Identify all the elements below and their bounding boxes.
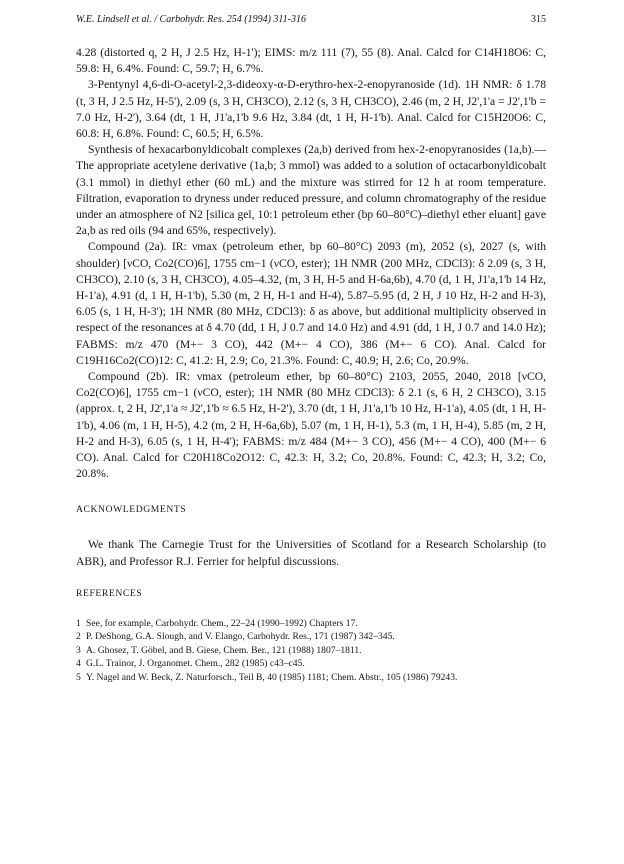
reference-item	[76, 671, 546, 684]
page-number: 315	[531, 14, 546, 25]
paragraph-synthesis-2ab: Synthesis of hexacarbonyldicobalt complexes (2a,b) derived from hex-2-enopyranosides (1a,b).—The appropriate acetylene derivative (1a,b; 3 mmol) was added to a solution of octacarbonyldicobalt (3.1 mmol) in diethyl ether (60 mL) and the mixture was stirred for 12 h at room temperature. Filtration, evaporation to dryness under reduced pressure, and column chromatography of the residue under an atmosphere of N2 [silica gel, 10:1 petroleum ether (bp 60–80°C)–diethyl ether eluant] gave 2a,b as red oils (94 and 65%, respectively).	[76, 143, 546, 238]
reference-text: G.L. Trainor, J. Organomet. Chem., 282 (1985) c43–c45.	[86, 658, 305, 670]
paragraph-compound-2a: Compound (2a). IR: νmax (petroleum ether, bp 60–80°C) 2093 (m), 2052 (s), 2027 (s, with shoulder) [νCO, Co2(CO)6], 1755 cm−1 (νCO, ester); 1H NMR (200 MHz, CDCl3): δ 2.09 (s, 3 H, CH3CO), 2.10 (s, 3 H, CH3CO), 4.05–4.32, (m, 3 H, H-5 and H-6a,6b), 4.70 (d, 1 H, J1'a,1'b 14 Hz, H-1'a), 4.91 (d, 1 H, H-1'b), 5.30 (m, 2 H, H-1 and H-4), 5.87–5.95 (d, 2 H, J 10 Hz, H-2 and H-3), 6.05 (s, 1 H, H-3'); 1H NMR (80 MHz, CDCl3): δ as above, but additional multiplicity observed in respect of the resonances at δ 4.70 (dd, 1 H, J 0.7 and 14.0 Hz) and 4.91 (dd, 1 H, J 0.7 and 14.0 Hz); FABMS: m/z 470 (M+− 3 CO), 442 (M+− 4 CO), 386 (M+− 6 CO). Anal. Calcd for C19H16Co2(CO)12: C, 41.2: H, 2.9; Co, 21.3%. Found: C, 40.9; H, 2.6; Co, 20.9%.	[76, 240, 546, 367]
running-title: W.E. Lindsell et al. / Carbohydr. Res. 254 (1994) 311-316	[76, 14, 306, 25]
reference-item	[76, 657, 546, 670]
reference-number: 1	[76, 617, 81, 629]
reference-number: 2	[76, 631, 81, 643]
paragraph-compound-1d: 3-Pentynyl 4,6-di-O-acetyl-2,3-dideoxy-α-D-erythro-hex-2-enopyranoside (1d). 1H NMR: δ 1.78 (t, 3 H, J 2.5 Hz, H-5'), 2.09 (s, 3 H, CH3CO), 2.12 (s, 3 H, CH3CO), 2.46 (m, 2 H, J2',1'a = J2',1'b = 7.0 Hz, H-2'), 3.64 (dt, 1 H, J1'a,1'b 9.6 Hz, 3.84 (dt, 1 H, H-1'b). Anal. Calcd for C15H20O6: C, 60.8: H, 6.8%. Found: C, 60.5; H, 6.5%.	[76, 78, 546, 141]
experimental-text	[76, 45, 546, 482]
references-list	[76, 617, 546, 684]
reference-item	[76, 644, 546, 657]
reference-item	[76, 630, 546, 643]
paragraph-anal-1c: 4.28 (distorted q, 2 H, J 2.5 Hz, H-1'); EIMS: m/z 111 (7), 55 (8). Anal. Calcd for C14H18O6: C, 59.8: H, 6.4%. Found: C, 59.7; H, 6.7%.	[76, 46, 546, 76]
references-heading: REFERENCES	[76, 587, 143, 599]
acknowledgments-heading: ACKNOWLEDGMENTS	[76, 504, 187, 516]
reference-text: A. Ghosez, T. Göbel, and B. Giese, Chem. Ber., 121 (1988) 1807–1811.	[86, 644, 362, 656]
paragraph-compound-2b: Compound (2b). IR: νmax (petroleum ether, bp 60–80°C) 2103, 2055, 2040, 2018 [νCO, Co2(CO)6], 1755 cm−1 (νCO, ester); 1H NMR (80 MHz CDCl3): δ 2.1 (s, 6 H, 2 CH3CO), 3.15 (approx. t, 2 H, J2',1'a ≈ J2',1'b ≈ 6.5 Hz, H-2'), 3.70 (dt, 1 H, J1'a,1'b 10 Hz, H-1'a), 4.05 (dt, 1 H, H-1'b), 4.06 (m, 1 H, H-5), 4.2 (m, 2 H, H-6a,6b), 5.07 (m, 1 H, H-1), 5.3 (m, 1 H, H-4), 5.85 (m, 2 H, H-2 and H-3), 6.05 (s, 1 H, H-4'); FABMS: m/z 484 (M+− 3 CO), 456 (M+− 4 CO), 400 (M+− 6 CO). Anal. Calcd for C20H18Co2O12: C, 42.3: H, 3.2; Co, 20.8%. Found: C, 42.3; H, 3.2; Co, 20.8%.	[76, 370, 546, 481]
reference-text: Y. Nagel and W. Beck, Z. Naturforsch., Teil B, 40 (1985) 1181; Chem. Abstr., 105 (1986) 79243.	[86, 671, 458, 683]
reference-text: See, for example, Carbohydr. Chem., 22–24 (1990–1992) Chapters 17.	[86, 617, 358, 629]
reference-number: 5	[76, 671, 81, 683]
acknowledgments-text: We thank The Carnegie Trust for the Universities of Scotland for a Research Scholarship (to ABR), and Professor R.J. Ferrier for helpful discussions.	[76, 538, 546, 568]
reference-number: 3	[76, 644, 81, 656]
running-header	[76, 0, 546, 25]
reference-number: 4	[76, 658, 81, 670]
acknowledgments-section	[76, 537, 546, 569]
reference-text: P. DeShong, G.A. Slough, and V. Elango, Carbohydr. Res., 171 (1987) 342–345.	[86, 631, 395, 643]
reference-item	[76, 617, 546, 630]
